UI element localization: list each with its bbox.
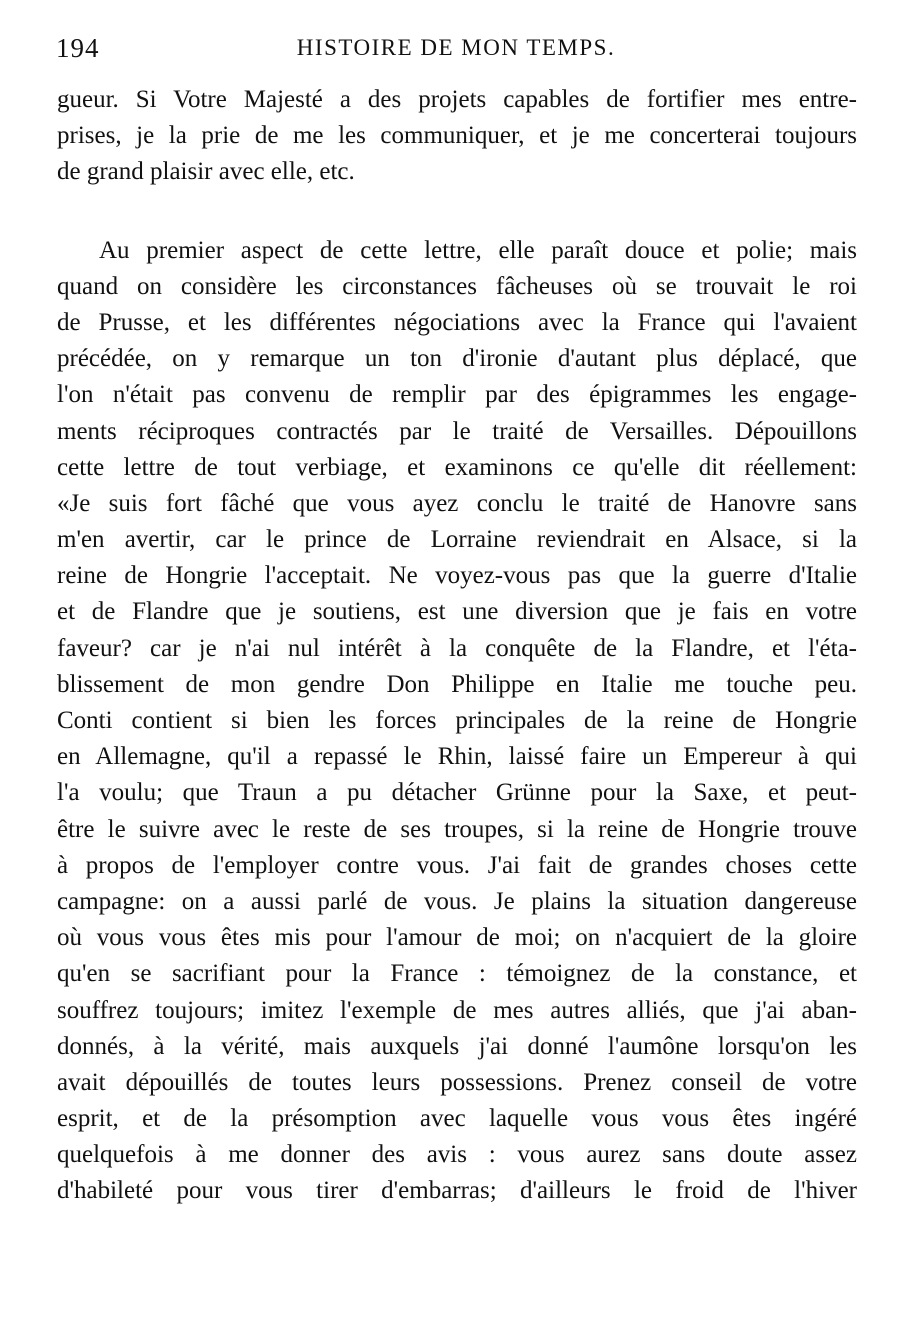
text-line: quelquefois à me donner des avis : vous aurez sans doute assez — [57, 1141, 857, 1169]
running-title: HISTOIRE DE MON TEMPS. — [296, 35, 616, 60]
text-line: et de Flandre que je soutiens, est une diversion que je fais en votre — [57, 598, 857, 626]
text-line: Conti contient si bien les forces principales de la reine de Hongrie — [57, 707, 857, 734]
paragraph-gap — [57, 191, 857, 233]
text-line: m'en avertir, car le prince de Lorraine reviendrait en Alsace, si la — [57, 526, 857, 554]
text-line: où vous vous êtes mis pour l'amour de moi; on n'acquiert de la gloire — [57, 924, 857, 952]
text-line: ments réciproques contractés par le traité de Versailles. Dépouillons — [57, 417, 857, 445]
text-line: esprit, et de la présomption avec laquelle vous vous êtes ingéré — [57, 1105, 857, 1133]
text-line: l'a voulu; que Traun a pu détacher Grünne pour la Saxe, et peut- — [57, 779, 857, 807]
text-line: en Allemagne, qu'il a repassé le Rhin, laissé faire un Empereur à qui — [57, 743, 857, 771]
page-header — [56, 33, 856, 69]
page-number: 194 — [56, 33, 100, 63]
text-line: faveur? car je n'ai nul intérêt à la conquête de la Flandre, et l'éta- — [57, 634, 857, 662]
text-line: Au premier aspect de cette lettre, elle paraît douce et polie; mais — [99, 236, 857, 264]
text-line: «Je suis fort fâché que vous ayez conclu le traité de Hanovre sans — [57, 489, 857, 517]
text-line: à propos de l'employer contre vous. J'ai fait de grandes choses cette — [57, 851, 857, 879]
text-line: quand on considère les circonstances fâcheuses où se trouvait le roi — [57, 272, 857, 300]
paragraph — [57, 82, 857, 191]
text-line: être le suivre avec le reste de ses troupes, si la reine de Hongrie trouve — [57, 815, 857, 843]
text-line: de grand plaisir avec elle, etc. — [57, 158, 355, 186]
paragraph — [57, 233, 857, 1210]
text-line: blissement de mon gendre Don Philippe en Italie me touche peu. — [57, 670, 857, 698]
text-line: campagne: on a aussi parlé de vous. Je plains la situation dangereuse — [57, 887, 857, 915]
body-text — [57, 82, 857, 1210]
text-line: prises, je la prie de me les communiquer, et je me concerterai toujours — [57, 122, 857, 150]
text-line: reine de Hongrie l'acceptait. Ne voyez-vous pas que la guerre d'Italie — [57, 562, 857, 590]
text-line: l'on n'était pas convenu de remplir par des épigrammes les engage- — [57, 381, 857, 409]
text-line: cette lettre de tout verbiage, et examinons ce qu'elle dit réellement: — [57, 453, 857, 481]
text-line: avait dépouillés de toutes leurs possessions. Prenez conseil de votre — [57, 1068, 857, 1096]
text-line: donnés, à la vérité, mais auxquels j'ai donné l'aumône lorsqu'on les — [57, 1032, 857, 1060]
text-line: d'habileté pour vous tirer d'embarras; d'ailleurs le froid de l'hiver — [57, 1177, 857, 1205]
text-line: de Prusse, et les différentes négociations avec la France qui l'avaient — [57, 308, 857, 336]
text-line: précédée, on y remarque un ton d'ironie d'autant plus déplacé, que — [57, 345, 857, 373]
text-line: souffrez toujours; imitez l'exemple de mes autres alliés, que j'ai aban- — [57, 996, 857, 1024]
text-line: qu'en se sacrifiant pour la France : témoignez de la constance, et — [57, 960, 857, 988]
text-line: gueur. Si Votre Majesté a des projets capables de fortifier mes entre- — [57, 86, 857, 113]
